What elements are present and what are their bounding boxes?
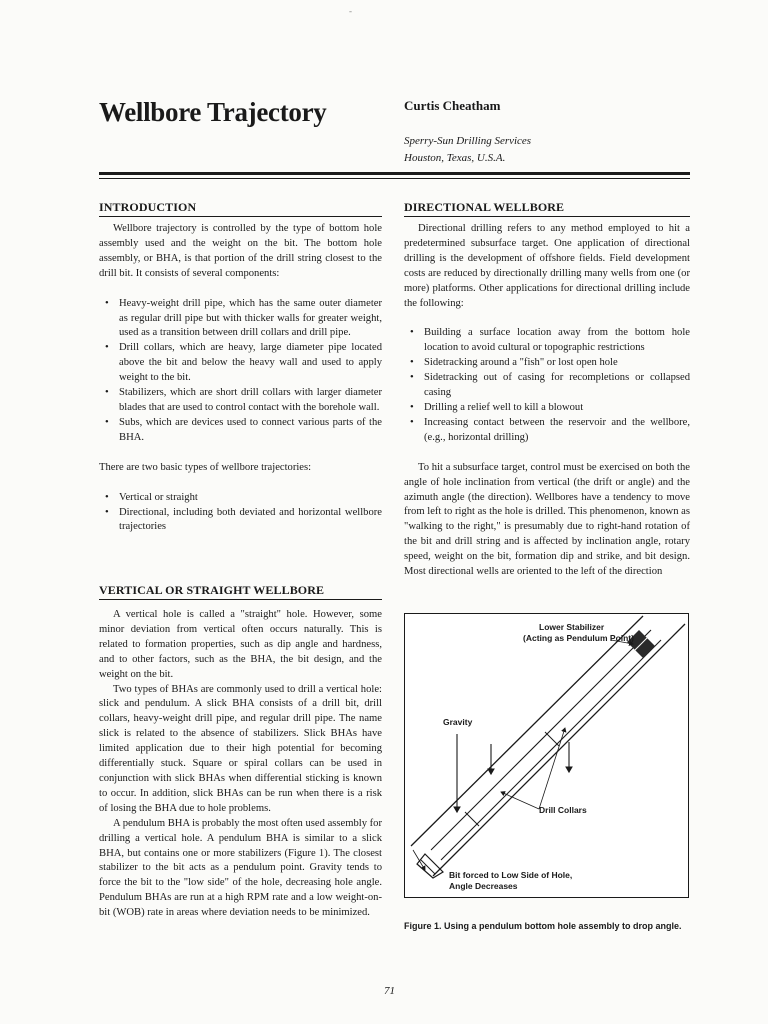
intro-column [99, 222, 382, 535]
heading-rule [99, 216, 382, 217]
list-item: • Vertical or straight [99, 491, 382, 506]
author-name: Curtis Cheatham [404, 98, 501, 113]
application-list [404, 326, 690, 445]
list-item: • Sidetracking around a "fish" or lost open hole [404, 356, 690, 371]
list-item: • Subs, which are devices used to connect various parts of the BHA. [99, 416, 382, 446]
bha-component-list [99, 297, 382, 446]
directional-column [404, 222, 690, 580]
directional-paragraph: Directional drilling refers to any method employed to hit a predetermined subsurface target. One application of directional drilling is the development of offshore fields. Field development costs are reduced by directionally drilling many wells from one (or more) platforms. Other applications for directional drilling include the following: [404, 223, 690, 309]
top-mark: - [349, 6, 352, 16]
vertical-column [99, 608, 382, 921]
list-item: • Drill collars, which are heavy, large diameter pipe located above the bit and below the heavy wall and used to apply weight to the bit. [99, 341, 382, 386]
drill-bit-icon [417, 854, 443, 878]
section-heading-directional: DIRECTIONAL WELLBORE [404, 200, 565, 214]
figure-label-pendulum-point: (Acting as Pendulum Point) [523, 633, 634, 643]
trajectory-types-intro: There are two basic types of wellbore trajectories: [99, 461, 312, 473]
figure-1-box [404, 613, 689, 898]
vertical-paragraph: A pendulum BHA is probably the most often used assembly for drilling a vertical hole. A pendulum BHA is similar to a slick BHA, but contains one or more stabilizers (Figure 1). The closest stabilizer to the bit acts as a pendulum point. Gravity tends to force the bit to the "low side" of the hole, decreasing hole angle. Pendulum BHAs are run at a high RPM rate and a low weight-on-bit (WOB) rate in areas where deviation needs to be minimized. [99, 817, 382, 919]
header-rule-thin [99, 178, 690, 179]
vertical-paragraph: Two types of BHAs are commonly used to drill a vertical hole: slick and pendulum. A slick BHA consists of a drill bit, drill collars, heavy-weight drill pipe, and regular drill pipe. The name slick is related to the absence of stabilizers. Slick BHAs have limited application due to their high potential for becoming differentially stuck. Square or spiral collars can be used in conjunction with slick BHAs when differential sticking is known to occur. In addition, slick BHAs can be run when there is a risk of losing the BHA due to hole problems. [99, 683, 382, 814]
page-number: 71 [384, 985, 395, 997]
header-rule-thick [99, 172, 690, 175]
page-title: Wellbore Trajectory [99, 97, 327, 127]
figure-label-drill-collars: Drill Collars [539, 805, 587, 815]
list-item: • Directional, including both deviated and horizontal wellbore trajectories [99, 506, 382, 536]
collar-pointer [501, 792, 539, 809]
list-item: • Heavy-weight drill pipe, which has the same outer diameter as regular drill pipe but with thicker walls for greater weight, used as a transition between drill collars and drill pipe. [99, 297, 382, 342]
borehole-wall-lower [433, 624, 685, 876]
vertical-paragraph: A vertical hole is called a "straight" hole. However, some minor deviation from vertical often occurs naturally. This is related to formation properties, such as dip angle and hardness, and to other factors, such as the BHA, the bit design, and the weight on the bit. [99, 609, 382, 680]
figure-label-angle: Angle Decreases [449, 881, 518, 891]
heading-rule [99, 599, 382, 600]
collar-joint [465, 812, 479, 826]
collar-joint [545, 732, 559, 746]
list-item: • Building a surface location away from the bottom hole location to avoid cultural or topographic restrictions [404, 326, 690, 356]
heading-rule [404, 216, 690, 217]
pendulum-bha-illustration [405, 614, 688, 897]
figure-caption: Figure 1. Using a pendulum bottom hole assembly to drop angle. [404, 921, 682, 931]
directional-paragraph: To hit a subsurface target, control must be exercised on both the angle of hole inclination from vertical (the drift or angle) and the azimuth angle (the direction). Wellbores have a tendency to move from left to right as the hole is drilled. This phenomenon, known as "walking to the right," is presumably due to right-hand rotation of the bit and drill string and is affected by inclination angle, rotary speed, weight on the bit, formation dip and strike, and bit design. Most directional wells are oriented to the left of the direction [404, 461, 690, 578]
author-location: Houston, Texas, U.S.A. [404, 152, 506, 164]
borehole-wall-upper [411, 616, 643, 846]
section-heading-vertical: VERTICAL OR STRAIGHT WELLBORE [99, 583, 325, 597]
author-affiliation: Sperry-Sun Drilling Services [404, 135, 532, 147]
bit-pointer [413, 850, 425, 870]
figure-label-stabilizer: Lower Stabilizer [539, 622, 605, 632]
figure-label-bit: Bit forced to Low Side of Hole, [449, 870, 573, 880]
trajectory-type-list [99, 491, 382, 536]
collar-pointer [539, 728, 565, 809]
list-item: • Stabilizers, which are short drill collars with larger diameter blades that are used to control contact with the borehole wall. [99, 386, 382, 416]
list-item: • Sidetracking out of casing for recompletions or collapsed casing [404, 371, 690, 401]
figure-label-gravity: Gravity [443, 717, 473, 727]
list-item: • Increasing contact between the reservoir and the wellbore, (e.g., horizontal drilling) [404, 416, 690, 446]
collar-edge-upper [431, 630, 651, 850]
section-heading-introduction: INTRODUCTION [99, 200, 197, 214]
intro-paragraph: Wellbore trajectory is controlled by the type of bottom hole assembly used and the weight on the bit. The bottom hole assembly, or BHA, is that portion of the drill string closest to the drill bit. It consists of several components: [99, 223, 382, 279]
list-item: • Drilling a relief well to kill a blowout [404, 401, 690, 416]
collar-edge-lower [441, 640, 661, 860]
